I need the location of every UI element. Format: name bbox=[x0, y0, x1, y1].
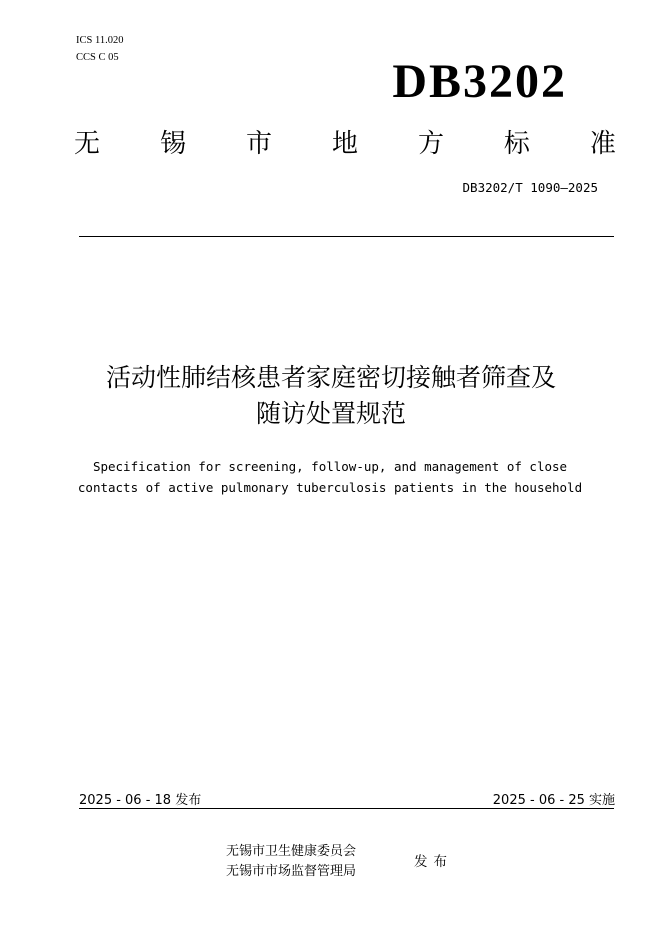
city-standard-heading bbox=[74, 126, 616, 162]
city-standard-char: 准 bbox=[589, 129, 616, 159]
top-divider bbox=[79, 236, 614, 237]
city-standard-char: 锡 bbox=[159, 129, 186, 159]
english-title bbox=[40, 456, 620, 498]
classification-codes bbox=[76, 32, 123, 66]
issue-label: 发布 bbox=[414, 854, 453, 870]
issue-date: 2025 - 06 - 18 发布 bbox=[79, 793, 202, 808]
issuer: 无锡市市场监督管理局 bbox=[226, 864, 357, 879]
standard-logo: DB3202 bbox=[392, 55, 567, 108]
english-title-line: contacts of active pulmonary tuberculosis patients in the household bbox=[77, 480, 583, 495]
standard-number: DB3202/T 1090—2025 bbox=[462, 180, 598, 195]
ics-code: ICS 11.020 bbox=[76, 35, 124, 46]
implement-date: 2025 - 06 - 25 实施 bbox=[492, 793, 615, 808]
chinese-title bbox=[40, 360, 622, 432]
chinese-title-line: 活动性肺结核患者家庭密切接触者筛查及 bbox=[105, 363, 556, 392]
issuer: 无锡市卫生健康委员会 bbox=[226, 844, 357, 859]
city-standard-char: 地 bbox=[331, 129, 358, 159]
city-standard-char: 标 bbox=[503, 129, 530, 159]
ccs-code: CCS C 05 bbox=[76, 52, 119, 63]
english-title-line: Specification for screening, follow-up, and management of close bbox=[92, 459, 568, 474]
city-standard-char: 方 bbox=[417, 129, 444, 159]
city-standard-char: 市 bbox=[245, 129, 272, 159]
bottom-divider bbox=[79, 808, 614, 809]
city-standard-char: 无 bbox=[74, 129, 101, 159]
issuing-authorities bbox=[226, 842, 356, 882]
chinese-title-line: 随访处置规范 bbox=[255, 399, 406, 428]
